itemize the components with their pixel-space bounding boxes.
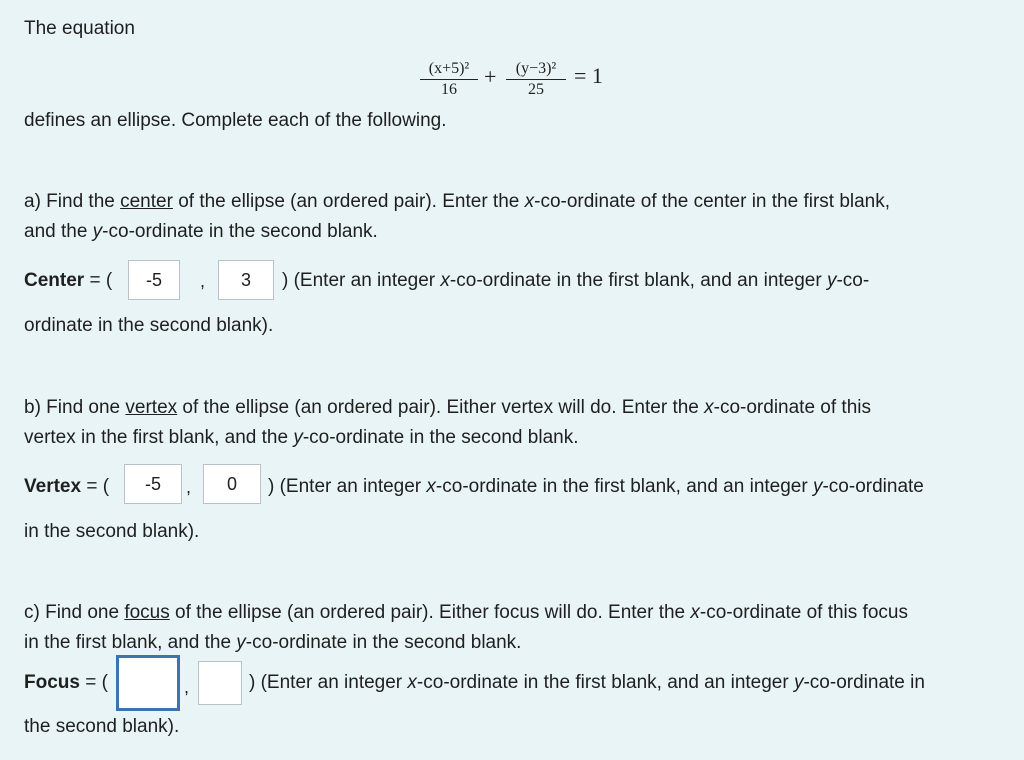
- focus-hint: ) (Enter an integer x-co-ordinate in the first blank, and an integer y-co-ordinate in: [249, 672, 925, 693]
- equals-one: = 1: [574, 63, 603, 88]
- center-x-input[interactable]: -5: [128, 260, 180, 300]
- vertex-hint: ) (Enter an integer x-co-ordinate in the first blank, and an integer y-co-ordinate: [268, 476, 924, 497]
- center-hint: ) (Enter an integer x-co-ordinate in the first blank, and an integer y-co-: [282, 270, 870, 291]
- plus-sign: +: [484, 64, 497, 89]
- part-a-question-line1: a) Find the center of the ellipse (an ordered pair). Enter the x-co-ordinate of the center in the first blank,: [24, 191, 891, 212]
- vertex-label: Vertex = (: [24, 476, 110, 497]
- center-y-input[interactable]: 3: [218, 260, 274, 300]
- center-label: Center = (: [24, 270, 113, 291]
- center-link[interactable]: center: [120, 191, 173, 212]
- part-b-question-line2: vertex in the first blank, and the y-co-ordinate in the second blank.: [24, 427, 579, 448]
- focus-link[interactable]: focus: [124, 602, 170, 623]
- vertex-y-input[interactable]: 0: [203, 464, 261, 504]
- focus-comma: ,: [184, 677, 190, 697]
- fraction-y-denominator: 25: [528, 81, 544, 98]
- focus-x-input[interactable]: [116, 655, 180, 711]
- vertex-link[interactable]: vertex: [125, 397, 178, 418]
- part-c-question-line1: c) Find one focus of the ellipse (an ordered pair). Either focus will do. Enter the x-co-ordinate of this focus: [24, 602, 908, 623]
- center-hint-line2: ordinate in the second blank).: [24, 315, 274, 336]
- focus-y-input[interactable]: [198, 661, 242, 705]
- part-a-question-line2: and the y-co-ordinate in the second blank.: [24, 221, 378, 242]
- vertex-x-input[interactable]: -5: [124, 464, 182, 504]
- focus-label: Focus = (: [24, 672, 108, 693]
- fraction-y-numerator: (y−3)²: [515, 60, 557, 77]
- intro-text: The equation: [24, 18, 135, 39]
- fraction-x: [420, 60, 478, 99]
- center-comma: ,: [200, 271, 206, 291]
- fraction-x-numerator: (x+5)²: [428, 60, 470, 77]
- focus-hint-line2: the second blank).: [24, 716, 180, 737]
- part-b-question-line1: b) Find one vertex of the ellipse (an ordered pair). Either vertex will do. Enter the x-co-ordinate of this: [24, 397, 871, 418]
- intro-defines-text: defines an ellipse. Complete each of the following.: [24, 110, 447, 131]
- vertex-hint-line2: in the second blank).: [24, 521, 200, 542]
- fraction-y: [506, 60, 566, 99]
- vertex-comma: ,: [186, 477, 192, 497]
- fraction-x-denominator: 16: [441, 81, 457, 98]
- part-c-question-line2: in the first blank, and the y-co-ordinate in the second blank.: [24, 632, 522, 653]
